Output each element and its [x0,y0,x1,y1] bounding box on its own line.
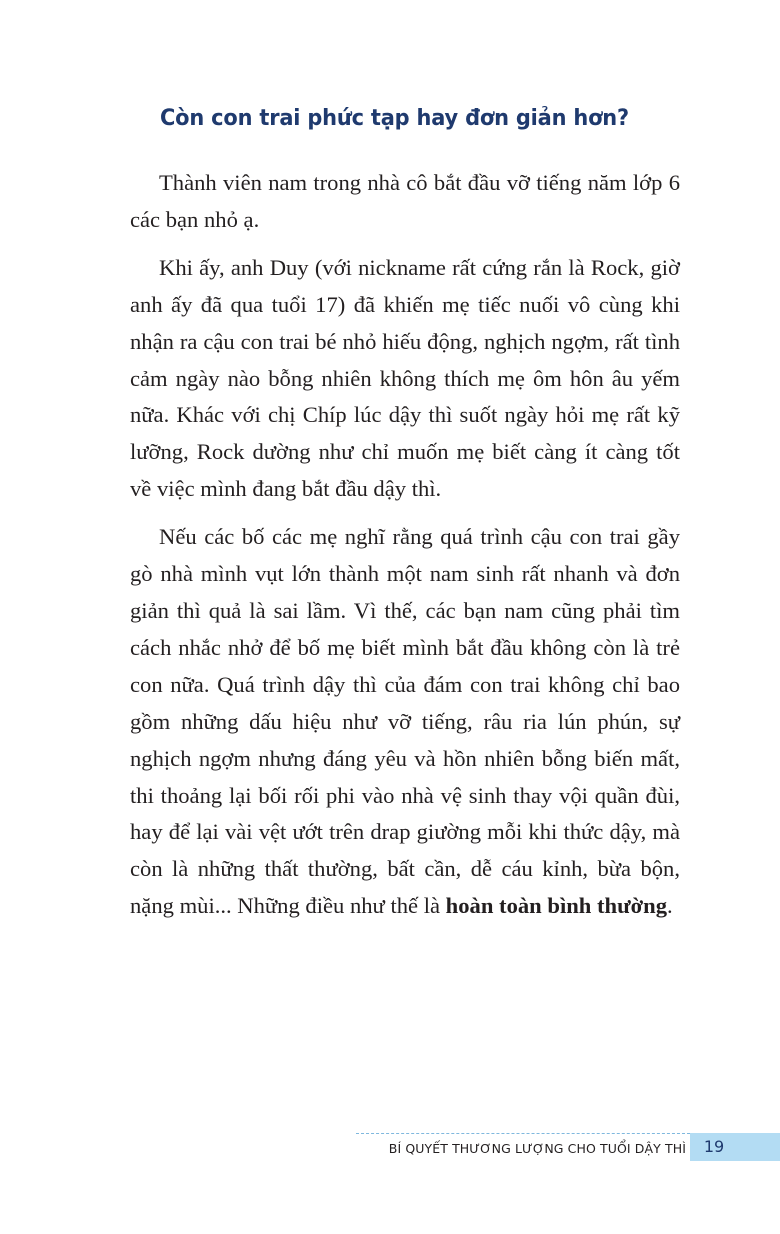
page-number: 19 [703,1137,725,1156]
footer-dashed-rule [356,1133,690,1134]
paragraph: Khi ấy, anh Duy (với nickname rất cứng rắn là Rock, giờ anh ấy đã qua tuổi 17) đã khiến mẹ tiếc nuối vô cùng khi nhận ra cậu con trai bé nhỏ hiếu động, nghịch ngợm, rất tình cảm ngày nào bỗng nhiên không thích mẹ ôm hôn âu yếm nữa. Khác với chị Chíp lúc dậy thì suốt ngày hỏi mẹ rất kỹ lưỡng, Rock dường như chỉ muốn mẹ biết càng ít càng tốt về việc mình đang bắt đầu dậy thì. [130,254,680,502]
emphasized-phrase: hoàn toàn bình thường [445,893,668,919]
paragraph: Thành viên nam trong nhà cô bắt đầu vỡ tiếng năm lớp 6 các bạn nhỏ ạ. [130,170,680,232]
running-footer-title: BÍ QUYẾT THƯƠNG LƯỢNG CHO TUỔI DẬY THÌ [388,1141,686,1156]
paragraph-text: Nếu các bố các mẹ nghĩ rằng quá trình cậu con trai gầy gò nhà mình vụt lớn thành một nam sinh rất nhanh và đơn giản thì quả là sai lầm. Vì thế, các bạn nam cũng phải tìm cách nhắc nhở để bố mẹ biết mình bắt đầu không còn là trẻ con nữa. Quá trình dậy thì của đám con trai không chỉ bao gồm những dấu hiệu như vỡ tiếng, râu ria lún phún, sự nghịch ngợm nhưng đáng yêu và hồn nhiên bỗng biến mất, thi thoảng lại bối rối phi vào nhà vệ sinh thay vội quần đùi, hay để lại vài vệt ướt trên drap giường mỗi khi thức dậy, mà còn là những thất thường, bất cần, dễ cáu kỉnh, bừa bộn, nặng mùi... Những điều như thế là [130,524,680,919]
body-text [130,165,680,925]
section-heading: Còn con trai phức tạp hay đơn giản hơn? [160,105,629,131]
paragraph [130,519,680,925]
page-number-tab [690,1133,780,1161]
closing-punctuation: . [667,893,673,919]
